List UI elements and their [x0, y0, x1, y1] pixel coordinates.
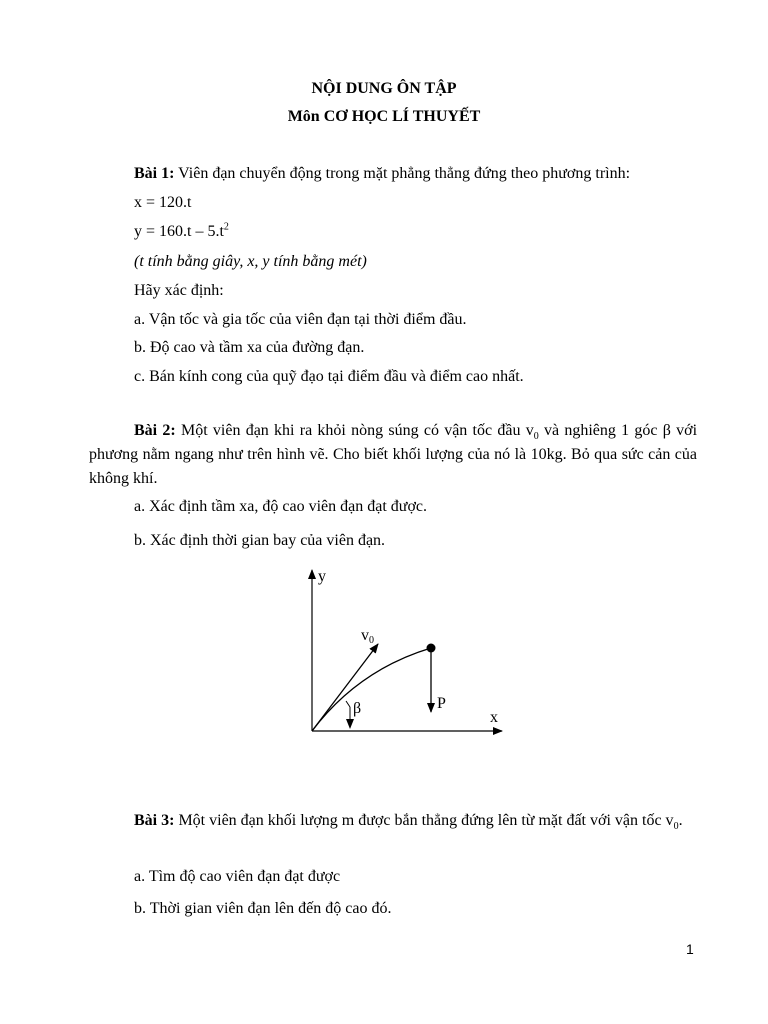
bai1-label: Bài 1:	[134, 165, 175, 182]
axis-y-label: y	[318, 568, 326, 585]
bai3-text-sub: 0	[673, 821, 679, 833]
bai2-paragraph	[89, 419, 697, 491]
bai2-label: Bài 2:	[134, 422, 176, 439]
velocity-label-main: v	[361, 627, 369, 644]
bai1-eq-y-sup: 2	[223, 221, 229, 233]
bai2-text-sub: 0	[533, 431, 539, 443]
bai1-intro: Viên đạn chuyển động trong mặt phẳng thẳng đứng theo phương trình:	[178, 165, 631, 182]
axis-x-label: x	[490, 709, 498, 726]
trajectory-figure	[290, 560, 520, 750]
bai1-heading	[134, 162, 630, 186]
bai3-item-b: b. Thời gian viên đạn lên đến độ cao đó.	[134, 900, 392, 917]
bai1-eq-x: x = 120.t	[134, 194, 192, 211]
velocity-label-sub: 0	[369, 635, 374, 646]
bai1-item-a: a. Vận tốc và gia tốc của viên đạn tại thời điểm đầu.	[134, 311, 467, 328]
bai2-text-b: và nghiêng 1 góc β với phương nằm ngang như trên hình vẽ. Cho biết khối lượng của nó là 10kg. Bỏ qua sức cản của không khí.	[89, 422, 698, 487]
bai2-item-b: b. Xác định thời gian bay của viên đạn.	[134, 532, 386, 549]
bai3-text-b: .	[678, 812, 683, 829]
trajectory-curve	[312, 648, 431, 731]
bai3-paragraph	[89, 809, 697, 833]
page-title: NỘI DUNG ÔN TẬP	[311, 80, 457, 97]
bai3-text-a: Một viên đạn khối lượng m được bắn thẳng đứng lên từ mặt đất với vận tốc v	[178, 812, 674, 829]
bai2-item-a: a. Xác định tầm xa, độ cao viên đạn đạt được.	[134, 498, 428, 515]
bai1-units-note	[134, 250, 367, 274]
angle-label: β	[353, 700, 362, 717]
bai1-eq-y	[134, 220, 229, 244]
angle-arc	[346, 701, 350, 707]
bai1-prompt: Hãy xác định:	[134, 282, 224, 299]
page-subtitle: Môn CƠ HỌC LÍ THUYẾT	[287, 108, 481, 125]
bai1-item-c: c. Bán kính cong của quỹ đạo tại điểm đầu và điểm cao nhất.	[134, 368, 524, 385]
bai2-text-a: Một viên đạn khi ra khỏi nòng súng có vận tốc đầu v	[180, 422, 534, 439]
bai1-item-b: b. Độ cao và tầm xa của đường đạn.	[134, 339, 365, 356]
bai3-label: Bài 3:	[134, 812, 175, 829]
bai1-units-note-text: (t tính bằng giây, x, y tính bằng mét)	[134, 253, 367, 270]
bai1-eq-y-main: y = 160.t – 5.t	[134, 223, 224, 240]
weight-label: P	[437, 695, 446, 712]
velocity-label	[361, 627, 374, 646]
page-number: 1	[686, 941, 694, 957]
bai3-item-a: a. Tìm độ cao viên đạn đạt được	[134, 868, 341, 885]
